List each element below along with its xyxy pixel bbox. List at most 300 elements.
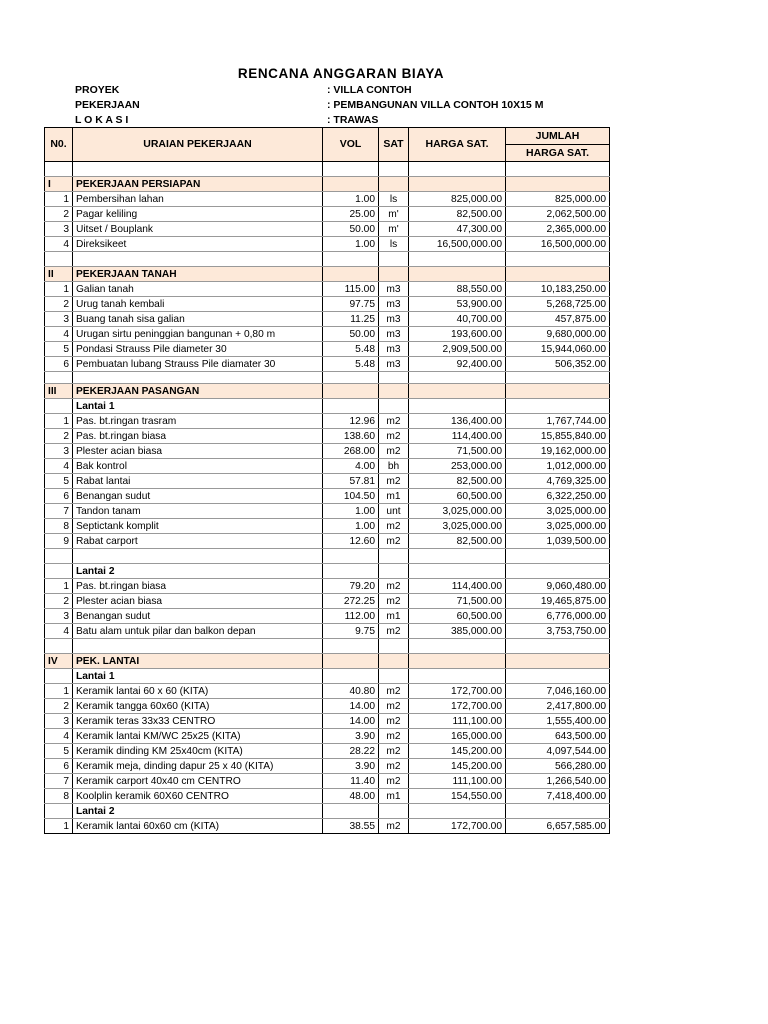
cell-jumlah [506,384,610,399]
cell-sat [379,669,409,684]
cell-harga [409,669,506,684]
cell-jumlah: 3,025,000.00 [506,504,610,519]
table-row [45,429,610,444]
cell-harga: 253,000.00 [409,459,506,474]
cell-uraian: Pondasi Strauss Pile diameter 30 [73,342,323,357]
cell-harga: 40,700.00 [409,312,506,327]
subsection-row [45,399,610,414]
cell-sat [379,267,409,282]
cell-vol: 14.00 [323,699,379,714]
cell-jumlah: 6,657,585.00 [506,819,610,834]
cell-no [45,669,73,684]
cell-vol: 11.25 [323,312,379,327]
section-row [45,177,610,192]
cell-jumlah: 2,417,800.00 [506,699,610,714]
cell-harga: 111,100.00 [409,774,506,789]
cell-harga: 60,500.00 [409,609,506,624]
cell-sat: m2 [379,474,409,489]
cell-sat: m2 [379,594,409,609]
cell-jumlah [506,654,610,669]
cell-no: 7 [45,504,73,519]
table-row [45,222,610,237]
cell-jumlah: 7,418,400.00 [506,789,610,804]
cell-vol: 25.00 [323,207,379,222]
cell-jumlah: 15,944,060.00 [506,342,610,357]
cell-sat: m2 [379,579,409,594]
cell-harga: 3,025,000.00 [409,504,506,519]
cell-uraian: Benangan sudut [73,489,323,504]
subsection-row [45,564,610,579]
cell-jumlah [506,399,610,414]
cell-uraian: Lantai 1 [73,669,323,684]
cell-uraian: Plester acian biasa [73,594,323,609]
table-row [45,594,610,609]
table-row [45,624,610,639]
cell-vol: 115.00 [323,282,379,297]
cell-vol [323,564,379,579]
cell-vol: 12.60 [323,534,379,549]
header-sat: SAT [379,128,409,162]
cell-harga: 145,200.00 [409,744,506,759]
cell-sat: m2 [379,414,409,429]
table-row [45,414,610,429]
spacer-row [45,252,610,267]
cell-vol: 97.75 [323,297,379,312]
cell-uraian [73,639,323,654]
cell-jumlah: 7,046,160.00 [506,684,610,699]
cell-harga [409,162,506,177]
cell-sat: m3 [379,342,409,357]
cell-harga: 114,400.00 [409,429,506,444]
cell-no: 1 [45,684,73,699]
cell-no: II [45,267,73,282]
section-row [45,384,610,399]
cell-vol [323,372,379,384]
cell-harga [409,399,506,414]
cell-sat: m' [379,207,409,222]
cell-no: 4 [45,327,73,342]
cell-sat: m1 [379,489,409,504]
cell-harga: 88,550.00 [409,282,506,297]
cell-sat: ls [379,237,409,252]
cell-uraian: Rabat lantai [73,474,323,489]
cell-harga: 53,900.00 [409,297,506,312]
cell-sat: m3 [379,282,409,297]
cell-vol: 1.00 [323,519,379,534]
cell-uraian: Lantai 1 [73,399,323,414]
cell-vol: 38.55 [323,819,379,834]
cell-uraian: Lantai 2 [73,804,323,819]
cell-no: III [45,384,73,399]
table-row [45,327,610,342]
cell-sat: m2 [379,699,409,714]
cell-sat: unt [379,504,409,519]
cell-vol [323,549,379,564]
cell-uraian: Keramik tangga 60x60 (KITA) [73,699,323,714]
cell-sat: m2 [379,774,409,789]
table-row [45,342,610,357]
table-row [45,357,610,372]
cell-harga: 47,300.00 [409,222,506,237]
cell-harga [409,564,506,579]
cell-no: 2 [45,594,73,609]
cell-no [45,549,73,564]
cell-sat: m3 [379,312,409,327]
cell-harga: 385,000.00 [409,624,506,639]
table-row [45,744,610,759]
cell-sat: m3 [379,327,409,342]
cell-vol [323,804,379,819]
cell-vol [323,654,379,669]
spacer-row [45,162,610,177]
cell-no: 2 [45,297,73,312]
table-row [45,444,610,459]
table-body [45,162,610,834]
cell-vol: 50.00 [323,327,379,342]
header-harga: HARGA SAT. [409,128,506,162]
cell-jumlah: 5,268,725.00 [506,297,610,312]
cell-vol [323,252,379,267]
document-title: RENCANA ANGGARAN BIAYA [237,66,445,81]
cell-no: 6 [45,759,73,774]
cell-jumlah [506,669,610,684]
cell-harga: 114,400.00 [409,579,506,594]
cell-vol: 268.00 [323,444,379,459]
cell-vol: 57.81 [323,474,379,489]
cell-uraian: PEKERJAAN PASANGAN [73,384,323,399]
cell-jumlah: 506,352.00 [506,357,610,372]
cell-harga: 71,500.00 [409,594,506,609]
cell-sat: m3 [379,357,409,372]
cell-vol: 138.60 [323,429,379,444]
cell-jumlah: 2,365,000.00 [506,222,610,237]
meta-value: : PEMBANGUNAN VILLA CONTOH 10X15 M [327,99,544,111]
cell-no: 4 [45,624,73,639]
cell-vol: 11.40 [323,774,379,789]
cell-uraian: Keramik dinding KM 25x40cm (KITA) [73,744,323,759]
cell-harga [409,639,506,654]
cell-uraian: Pembuatan lubang Strauss Pile diamater 30 [73,357,323,372]
meta-value: : VILLA CONTOH [327,84,412,96]
cell-vol: 3.90 [323,729,379,744]
spacer-row [45,549,610,564]
cell-no: 1 [45,579,73,594]
table-row [45,504,610,519]
table-row [45,192,610,207]
cell-no [45,804,73,819]
cell-sat: m1 [379,609,409,624]
cell-vol: 1.00 [323,192,379,207]
header-no: N0. [45,128,73,162]
cell-jumlah: 1,266,540.00 [506,774,610,789]
cell-sat [379,162,409,177]
cell-uraian [73,372,323,384]
cell-uraian: Urug tanah kembali [73,297,323,312]
cell-vol [323,384,379,399]
cell-no: 2 [45,207,73,222]
cell-no: 3 [45,609,73,624]
cell-harga [409,384,506,399]
cell-vol: 50.00 [323,222,379,237]
cell-vol: 12.96 [323,414,379,429]
cell-jumlah: 457,875.00 [506,312,610,327]
cell-vol [323,177,379,192]
cell-jumlah: 6,776,000.00 [506,609,610,624]
header-vol: VOL [323,128,379,162]
cell-jumlah [506,804,610,819]
cell-jumlah: 1,555,400.00 [506,714,610,729]
cell-sat: m2 [379,444,409,459]
cell-sat [379,639,409,654]
cell-sat: m2 [379,684,409,699]
meta-label: PEKERJAAN [75,99,140,111]
cell-harga: 193,600.00 [409,327,506,342]
cell-no: 4 [45,729,73,744]
cell-uraian: Direksikeet [73,237,323,252]
cell-vol: 272.25 [323,594,379,609]
cell-uraian: Koolplin keramik 60X60 CENTRO [73,789,323,804]
cell-sat [379,384,409,399]
cell-uraian: Urugan sirtu peninggian bangunan + 0,80 m [73,327,323,342]
cell-uraian [73,162,323,177]
cell-vol [323,399,379,414]
cell-harga: 3,025,000.00 [409,519,506,534]
cell-no: 7 [45,774,73,789]
cell-harga: 82,500.00 [409,207,506,222]
cell-sat: m1 [379,789,409,804]
cell-no [45,162,73,177]
meta-pekerjaan [75,99,544,111]
cell-harga: 60,500.00 [409,489,506,504]
cell-uraian: Pagar keliling [73,207,323,222]
cell-sat: m2 [379,729,409,744]
cell-uraian [73,549,323,564]
cell-harga: 16,500,000.00 [409,237,506,252]
cell-uraian: PEKERJAAN PERSIAPAN [73,177,323,192]
cell-vol: 4.00 [323,459,379,474]
cell-uraian: Pas. bt.ringan biasa [73,579,323,594]
cell-no [45,252,73,267]
cell-uraian: Pas. bt.ringan trasram [73,414,323,429]
cell-no: 3 [45,222,73,237]
cell-harga: 145,200.00 [409,759,506,774]
cell-uraian: Lantai 2 [73,564,323,579]
cell-no [45,564,73,579]
cell-jumlah: 1,039,500.00 [506,534,610,549]
cell-no: 1 [45,414,73,429]
table-row [45,489,610,504]
cell-harga [409,252,506,267]
cell-harga [409,177,506,192]
cell-jumlah: 9,680,000.00 [506,327,610,342]
cell-harga: 82,500.00 [409,534,506,549]
cell-vol: 79.20 [323,579,379,594]
cell-uraian: Buang tanah sisa galian [73,312,323,327]
cell-no: 1 [45,819,73,834]
cell-harga: 165,000.00 [409,729,506,744]
table-row [45,207,610,222]
cell-sat: m' [379,222,409,237]
cell-vol: 1.00 [323,237,379,252]
cell-vol: 3.90 [323,759,379,774]
cell-sat [379,654,409,669]
cell-sat: m2 [379,759,409,774]
cell-no: 5 [45,342,73,357]
table-row [45,609,610,624]
cell-no: 5 [45,744,73,759]
cell-jumlah: 1,767,744.00 [506,414,610,429]
cell-no: 4 [45,237,73,252]
cell-jumlah: 566,280.00 [506,759,610,774]
cell-jumlah: 643,500.00 [506,729,610,744]
cell-no: 1 [45,282,73,297]
table-row [45,819,610,834]
cell-uraian: Pas. bt.ringan biasa [73,429,323,444]
table-row [45,459,610,474]
cell-harga [409,804,506,819]
cell-jumlah [506,267,610,282]
table-row [45,312,610,327]
header-uraian: URAIAN PEKERJAAN [73,128,323,162]
cell-no [45,399,73,414]
cell-vol [323,162,379,177]
cell-jumlah: 19,162,000.00 [506,444,610,459]
cell-harga [409,549,506,564]
cell-vol: 40.80 [323,684,379,699]
cell-uraian: Keramik lantai 60x60 cm (KITA) [73,819,323,834]
cell-jumlah [506,639,610,654]
cell-no: 5 [45,474,73,489]
cell-sat: m2 [379,819,409,834]
header-jumlah: JUMLAH [506,128,610,145]
cell-uraian: PEK. LANTAI [73,654,323,669]
cell-uraian: Batu alam untuk pilar dan balkon depan [73,624,323,639]
cell-vol: 5.48 [323,342,379,357]
cell-vol: 112.00 [323,609,379,624]
cell-no: 3 [45,714,73,729]
cell-sat: m2 [379,624,409,639]
cell-uraian: Pembersihan lahan [73,192,323,207]
cell-uraian: Bak kontrol [73,459,323,474]
table-row [45,534,610,549]
cell-jumlah: 4,769,325.00 [506,474,610,489]
cell-sat: m2 [379,534,409,549]
subsection-row [45,804,610,819]
cell-harga: 92,400.00 [409,357,506,372]
cell-harga: 82,500.00 [409,474,506,489]
cell-vol: 14.00 [323,714,379,729]
cell-harga: 172,700.00 [409,684,506,699]
section-row [45,267,610,282]
cell-uraian: Uitset / Bouplank [73,222,323,237]
cell-uraian: Galian tanah [73,282,323,297]
table-row [45,519,610,534]
meta-lokasi [75,114,379,126]
cell-uraian: Benangan sudut [73,609,323,624]
cell-vol: 48.00 [323,789,379,804]
header-jumlah-sub: HARGA SAT. [506,145,610,162]
cell-jumlah [506,372,610,384]
cell-jumlah: 19,465,875.00 [506,594,610,609]
cell-no [45,372,73,384]
cell-uraian: Keramik carport 40x40 cm CENTRO [73,774,323,789]
cell-vol: 9.75 [323,624,379,639]
budget-table [44,127,610,834]
table-row [45,237,610,252]
cell-jumlah: 10,183,250.00 [506,282,610,297]
cell-vol: 104.50 [323,489,379,504]
spacer-row [45,639,610,654]
cell-uraian: Rabat carport [73,534,323,549]
cell-jumlah [506,162,610,177]
cell-no: I [45,177,73,192]
cell-sat: m2 [379,519,409,534]
cell-no: 9 [45,534,73,549]
cell-uraian: Keramik lantai KM/WC 25x25 (KITA) [73,729,323,744]
cell-vol: 1.00 [323,504,379,519]
cell-uraian: Keramik lantai 60 x 60 (KITA) [73,684,323,699]
meta-proyek [75,84,412,96]
table-row [45,714,610,729]
cell-sat [379,177,409,192]
table-row [45,774,610,789]
subsection-row [45,669,610,684]
cell-jumlah [506,549,610,564]
cell-no [45,639,73,654]
cell-sat: m2 [379,429,409,444]
cell-sat [379,252,409,267]
cell-jumlah: 16,500,000.00 [506,237,610,252]
cell-harga [409,654,506,669]
cell-harga: 825,000.00 [409,192,506,207]
cell-vol [323,639,379,654]
cell-no: 6 [45,489,73,504]
cell-jumlah: 3,753,750.00 [506,624,610,639]
cell-no: 8 [45,789,73,804]
table-row [45,729,610,744]
cell-uraian: PEKERJAAN TANAH [73,267,323,282]
cell-no: 2 [45,699,73,714]
cell-jumlah: 3,025,000.00 [506,519,610,534]
cell-uraian: Keramik teras 33x33 CENTRO [73,714,323,729]
cell-jumlah [506,252,610,267]
cell-uraian: Keramik meja, dinding dapur 25 x 40 (KITA) [73,759,323,774]
cell-harga [409,372,506,384]
cell-sat [379,549,409,564]
cell-harga: 172,700.00 [409,699,506,714]
table-row [45,759,610,774]
cell-sat: m2 [379,744,409,759]
cell-no: 2 [45,429,73,444]
meta-label: PROYEK [75,84,120,96]
cell-jumlah [506,564,610,579]
cell-harga: 111,100.00 [409,714,506,729]
cell-sat [379,399,409,414]
cell-jumlah: 825,000.00 [506,192,610,207]
table-row [45,282,610,297]
table-row [45,699,610,714]
cell-jumlah: 9,060,480.00 [506,579,610,594]
table-row [45,474,610,489]
cell-uraian: Plester acian biasa [73,444,323,459]
table-row [45,579,610,594]
cell-no: 3 [45,312,73,327]
cell-harga: 172,700.00 [409,819,506,834]
cell-sat: bh [379,459,409,474]
cell-vol: 5.48 [323,357,379,372]
meta-value: : TRAWAS [327,114,379,126]
cell-harga: 136,400.00 [409,414,506,429]
